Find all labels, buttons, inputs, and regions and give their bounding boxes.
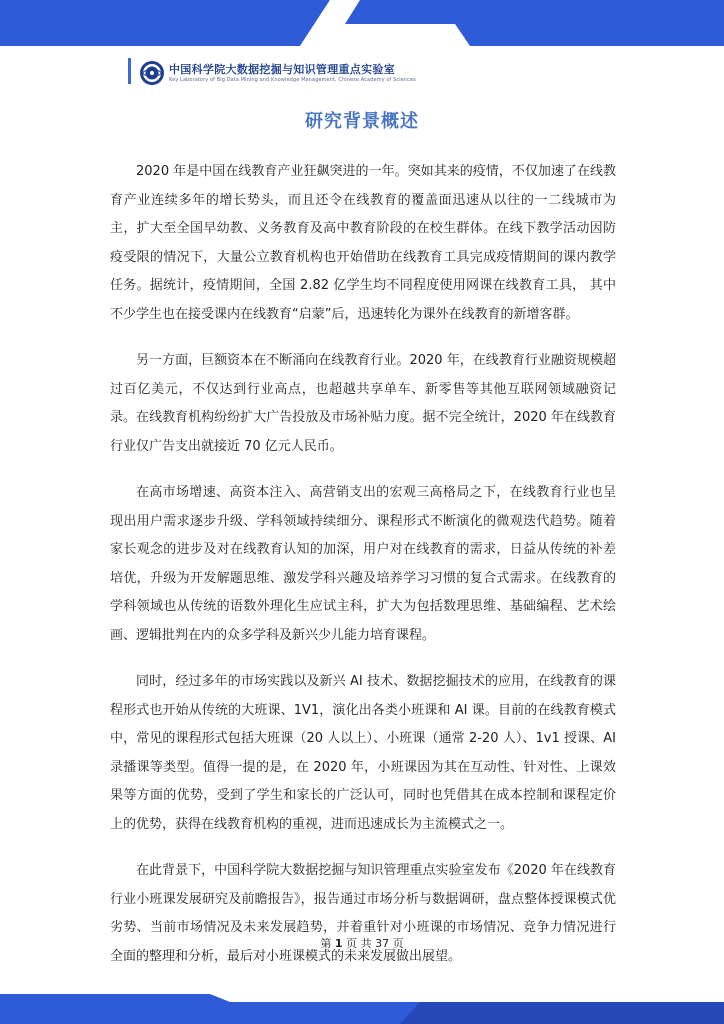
page-number (0, 935, 724, 951)
cas-seal-icon (139, 60, 165, 86)
header-decoration (0, 0, 724, 46)
page-header (0, 0, 724, 92)
footer-decoration (0, 994, 724, 1024)
org-name-en: Key Laboratory of Big Data Mining and Knowledge Management, Chinese Academy of Sciences (169, 77, 416, 83)
paragraph: 另一方面，巨额资本在不断涌向在线教育行业。2020 年，在线教育行业融资规模超过百亿美元，不仅达到行业高点，也超越共享单车、新零售等其他互联网领域融资记录。在线教育机构纷纷扩大广告投放及市场补贴力度。据不完全统计，2020 年在线教育行业仅广告支出就接近 70 亿元人民币。 (110, 353, 616, 454)
page-middle: 页 共 (346, 937, 372, 950)
body-text (110, 158, 616, 989)
page-suffix: 页 (392, 937, 404, 950)
paragraph: 同时，经过多年的市场实践以及新兴 AI 技术、数据挖掘技术的应用，在线教育的课程形式也开始从传统的大班课、1V1，演化出各类小班课和 AI 课。目前的在线教育模式中，常见的课程形式包括大班课（20 人以上）、小班课（通常 2-20 人）、1v1 授课、AI 录播课等类型。值得一提的是，在 2020 年，小班课因为其在互动性、针对性、上课效果等方面的优势，受到了学生和家长的广泛认可，同时也凭借其在成本控制和课程定价上的优势，获得在线教育机构的重视，进而迅速成长为主流模式之一。 (110, 674, 616, 832)
paragraph: 在此背景下，中国科学院大数据挖掘与知识管理重点实验室发布《2020 年在线教育行业小班课发展研究及前瞻报告》，报告通过市场分析与数据调研，盘点整体授课模式优劣势、当前市场情况及未来发展趋势，并着重针对小班课的市场情况、竞争力情况进行全面的整理和分析，最后对小班课模式的未来发展做出展望。 (110, 863, 616, 964)
paragraph: 2020 年是中国在线教育产业狂飙突进的一年。突如其来的疫情，不仅加速了在线教育产业连续多年的增长势头，而且还令在线教育的覆盖面迅速从以往的一二线城市为主，扩大至全国早幼教、义务教育及高中教育阶段的在校生群体。在线下教学活动因防疫受限的情况下，大量公立教育机构也开始借助在线教育工具完成疫情期间的课内教学任务。据统计，疫情期间，全国 2.82 亿学生均不同程度使用网课在线教育工具， 其中不少学生也在接受课内在线教育“启蒙”后，迅速转化为课外在线教育的新增客群。 (110, 164, 616, 322)
page-prefix: 第 (320, 937, 332, 950)
org-name: 中国科学院大数据挖掘与知识管理重点实验室 (169, 63, 395, 76)
header-accent-line (128, 58, 131, 84)
paragraph: 在高市场增速、高资本注入、高营销支出的宏观三高格局之下，在线教育行业也呈现出用户需求逐步升级、学科领域持续细分、课程形式不断演化的微观迭代趋势。随着家长观念的进步及对在线教育认知的加深，用户对在线教育的需求，日益从传统的补差培优，升级为开发解题思维、激发学科兴趣及培养学习习惯的复合式需求。在线教育的学科领域也从传统的语数外理化生应试主科，扩大为包括数理思维、基础编程、艺术绘画、逻辑批判在内的众多学科及新兴少儿能力培育课程。 (110, 485, 616, 643)
page-title: 研究背景概述 (305, 111, 419, 132)
current-page: 1 (334, 937, 343, 950)
total-pages: 37 (375, 937, 390, 950)
